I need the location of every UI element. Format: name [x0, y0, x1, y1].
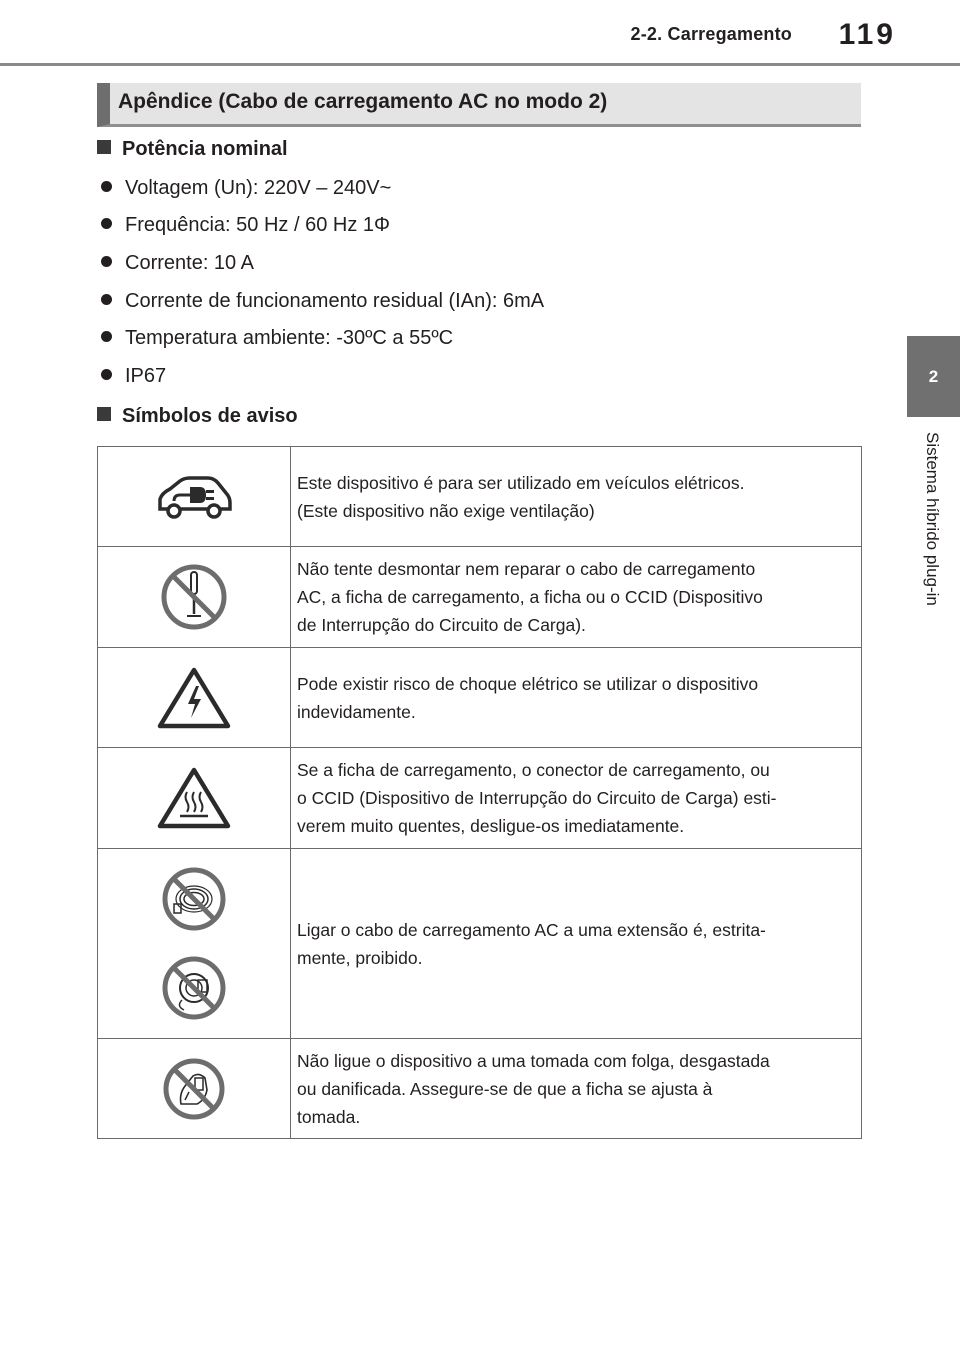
warning-symbols-table: [97, 446, 862, 1139]
icon-cell: [98, 447, 291, 547]
description-cell: Não tente desmontar nem reparar o cabo de carregamento AC, a ficha de carregamento, a ficha ou o CCID (Dispositivo de Interrupção do Circuito de Carga).: [291, 547, 862, 648]
no-loose-socket-icon: [161, 1056, 227, 1122]
bullet-dot-icon: [101, 331, 112, 342]
icon-cell: [98, 1039, 291, 1139]
table-row: [98, 547, 862, 648]
bullet-dot-icon: [101, 256, 112, 267]
no-disassembly-icon: [159, 562, 229, 632]
description-cell: Não ligue o dispositivo a uma tomada com folga, desgastada ou danificada. Assegure-se de que a ficha se ajusta à tomada.: [291, 1039, 862, 1139]
table-row: [98, 748, 862, 849]
bullet-dot-icon: [101, 181, 112, 192]
table-row: [98, 849, 862, 1039]
bullet-dot-icon: [101, 294, 112, 305]
icon-cell: [98, 849, 291, 1039]
square-bullet-icon: [97, 140, 111, 154]
no-extension-cord-icon: [158, 864, 230, 1024]
warning-symbols-heading-text: Símbolos de aviso: [122, 405, 298, 427]
rated-power-heading-text: Potência nominal: [122, 138, 288, 160]
description-cell: Se a ficha de carregamento, o conector de carregamento, ou o CCID (Dispositivo de Interrupção do Circuito de Carga) esti- verem muito quentes, desligue-os imediatamente.: [291, 748, 862, 849]
square-bullet-icon: [97, 407, 111, 421]
bullet-dot-icon: [101, 369, 112, 380]
section-title: 2-2. Carregamento: [630, 24, 792, 44]
description-cell: Este dispositivo é para ser utilizado em veículos elétricos. (Este dispositivo não exige ventilação): [291, 447, 862, 547]
page-number: 119: [838, 18, 896, 51]
list-item: Corrente: 10 A: [97, 252, 254, 275]
electric-vehicle-icon: [154, 475, 234, 519]
list-item: IP67: [97, 365, 166, 388]
list-item: Frequência: 50 Hz / 60 Hz 1Φ: [97, 214, 390, 237]
banner-title: Apêndice (Cabo de carregamento AC no modo 2): [118, 90, 608, 113]
list-item: Voltagem (Un): 220V – 240V~: [97, 177, 391, 200]
bullet-dot-icon: [101, 218, 112, 229]
warning-symbols-heading: [97, 405, 298, 428]
icon-cell: [98, 547, 291, 648]
chapter-tab: 2: [907, 336, 960, 417]
chapter-title: Sistema híbrido plug-in: [923, 432, 942, 606]
rated-power-heading: [97, 138, 288, 161]
table-row: [98, 447, 862, 547]
description-cell: Ligar o cabo de carregamento AC a uma extensão é, estrita- mente, proibido.: [291, 849, 862, 1039]
table-row: [98, 648, 862, 748]
hot-surface-warning-icon: [156, 766, 232, 830]
section-banner: [97, 83, 861, 127]
icon-cell: [98, 748, 291, 849]
description-cell: Pode existir risco de choque elétrico se utilizar o dispositivo indevidamente.: [291, 648, 862, 748]
icon-cell: [98, 648, 291, 748]
chapter-side-label: [912, 432, 952, 672]
table-row: [98, 1039, 862, 1139]
electric-shock-warning-icon: [156, 666, 232, 730]
header-divider: [0, 63, 960, 66]
list-item: Corrente de funcionamento residual (IAn): 6mA: [97, 290, 544, 313]
list-item: Temperatura ambiente: -30ºC a 55ºC: [97, 327, 453, 350]
